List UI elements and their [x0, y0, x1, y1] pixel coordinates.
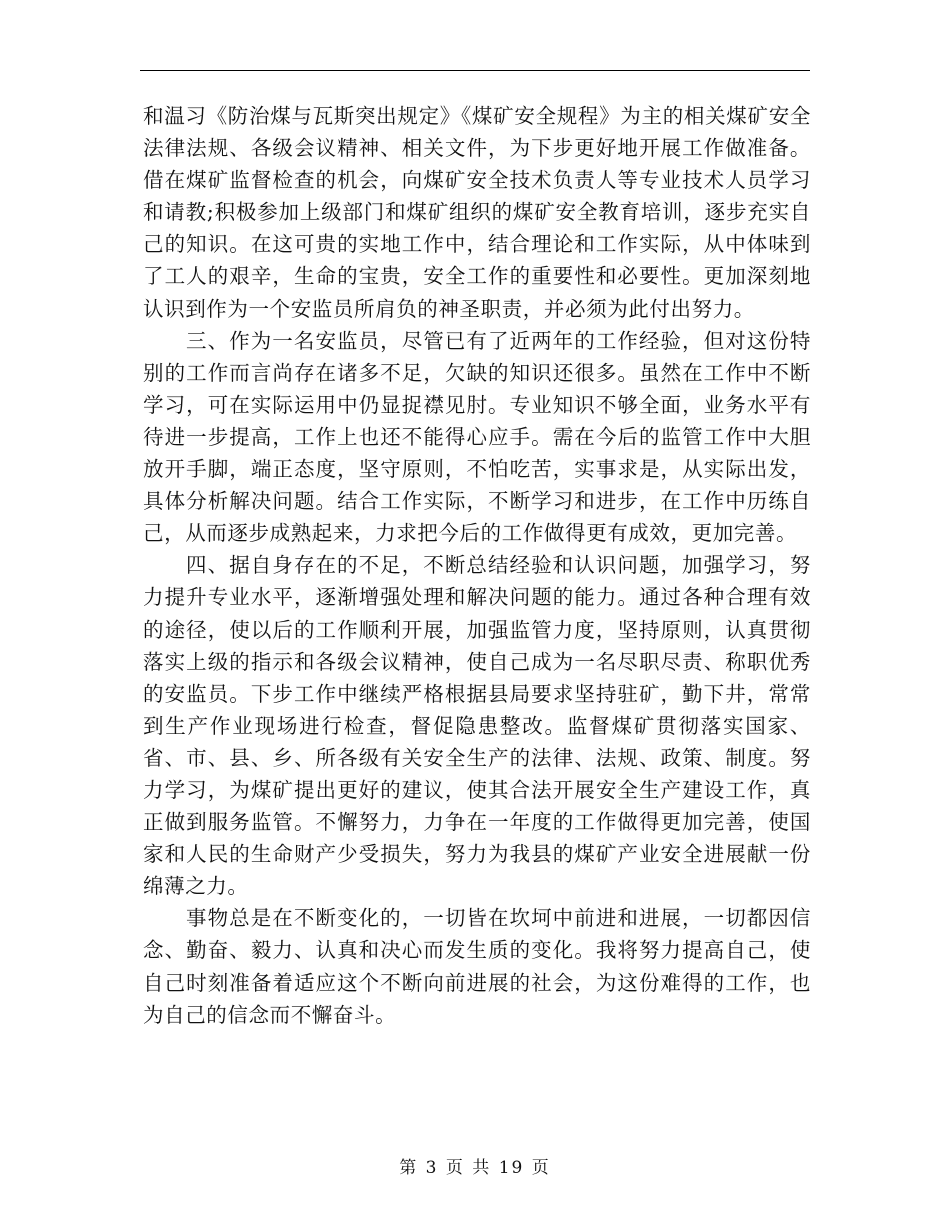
- paragraph-conclusion: 事物总是在不断变化的，一切皆在坎坷中前进和进展，一切都因信念、勤奋、毅力、认真和决心而发生质的变化。我将努力提高自己，使自己时刻准备着适应这个不断向前进展的社会，为这份难得的工作，也为自己的信念而不懈奋斗。: [143, 906, 811, 1027]
- document-body: [143, 100, 811, 1031]
- paragraph-continuation: 和温习《防治煤与瓦斯突出规定》《煤矿安全规程》为主的相关煤矿安全法律法规、各级会议精神、相关文件，为下步更好地开展工作做准备。借在煤矿监督检查的机会，向煤矿安全技术负责人等专业技术人员学习和请教;积极参加上级部门和煤矿组织的煤矿安全教育培训，逐步充实自己的知识。在这可贵的实地工作中，结合理论和工作实际，从中体味到了工人的艰辛，生命的宝贵，安全工作的重要性和必要性。更加深刻地认识到作为一个安监员所肩负的神圣职责，并必须为此付出努力。: [143, 104, 811, 321]
- paragraph-section-four: 四、据自身存在的不足，不断总结经验和认识问题，加强学习，努力提升专业水平，逐渐增强处理和解决问题的能力。通过各种合理有效的途径，使以后的工作顺利开展，加强监管力度，坚持原则，认真贯彻落实上级的指示和各级会议精神，使自己成为一名尽职尽责、称职优秀的安监员。下步工作中继续严格根据县局要求坚持驻矿，勤下井，常常到生产作业现场进行检查，督促隐患整改。监督煤矿贯彻落实国家、省、市、县、乡、所各级有关安全生产的法律、法规、政策、制度。努力学习，为煤矿提出更好的建议，使其合法开展安全生产建设工作，真正做到服务监管。不懈努力，力争在一年度的工作做得更加完善，使国家和人民的生命财产少受损失，努力为我县的煤矿产业安全进展献一份绵薄之力。: [143, 553, 811, 899]
- page-number-footer: 第 3 页 共 19 页: [399, 1158, 551, 1178]
- paragraph-section-three: 三、作为一名安监员，尽管已有了近两年的工作经验，但对这份特别的工作而言尚存在诸多不足，欠缺的知识还很多。虽然在工作中不断学习，可在实际运用中仍显捉襟见肘。专业知识不够全面，业务水平有待进一步提高，工作上也还不能得心应手。需在今后的监管工作中大胆放开手脚，端正态度，坚守原则，不怕吃苦，实事求是，从实际出发，具体分析解决问题。结合工作实际，不断学习和进步，在工作中历练自己，从而逐步成熟起来，力求把今后的工作做得更有成效，更加完善。: [143, 328, 811, 546]
- header-rule: [140, 70, 810, 71]
